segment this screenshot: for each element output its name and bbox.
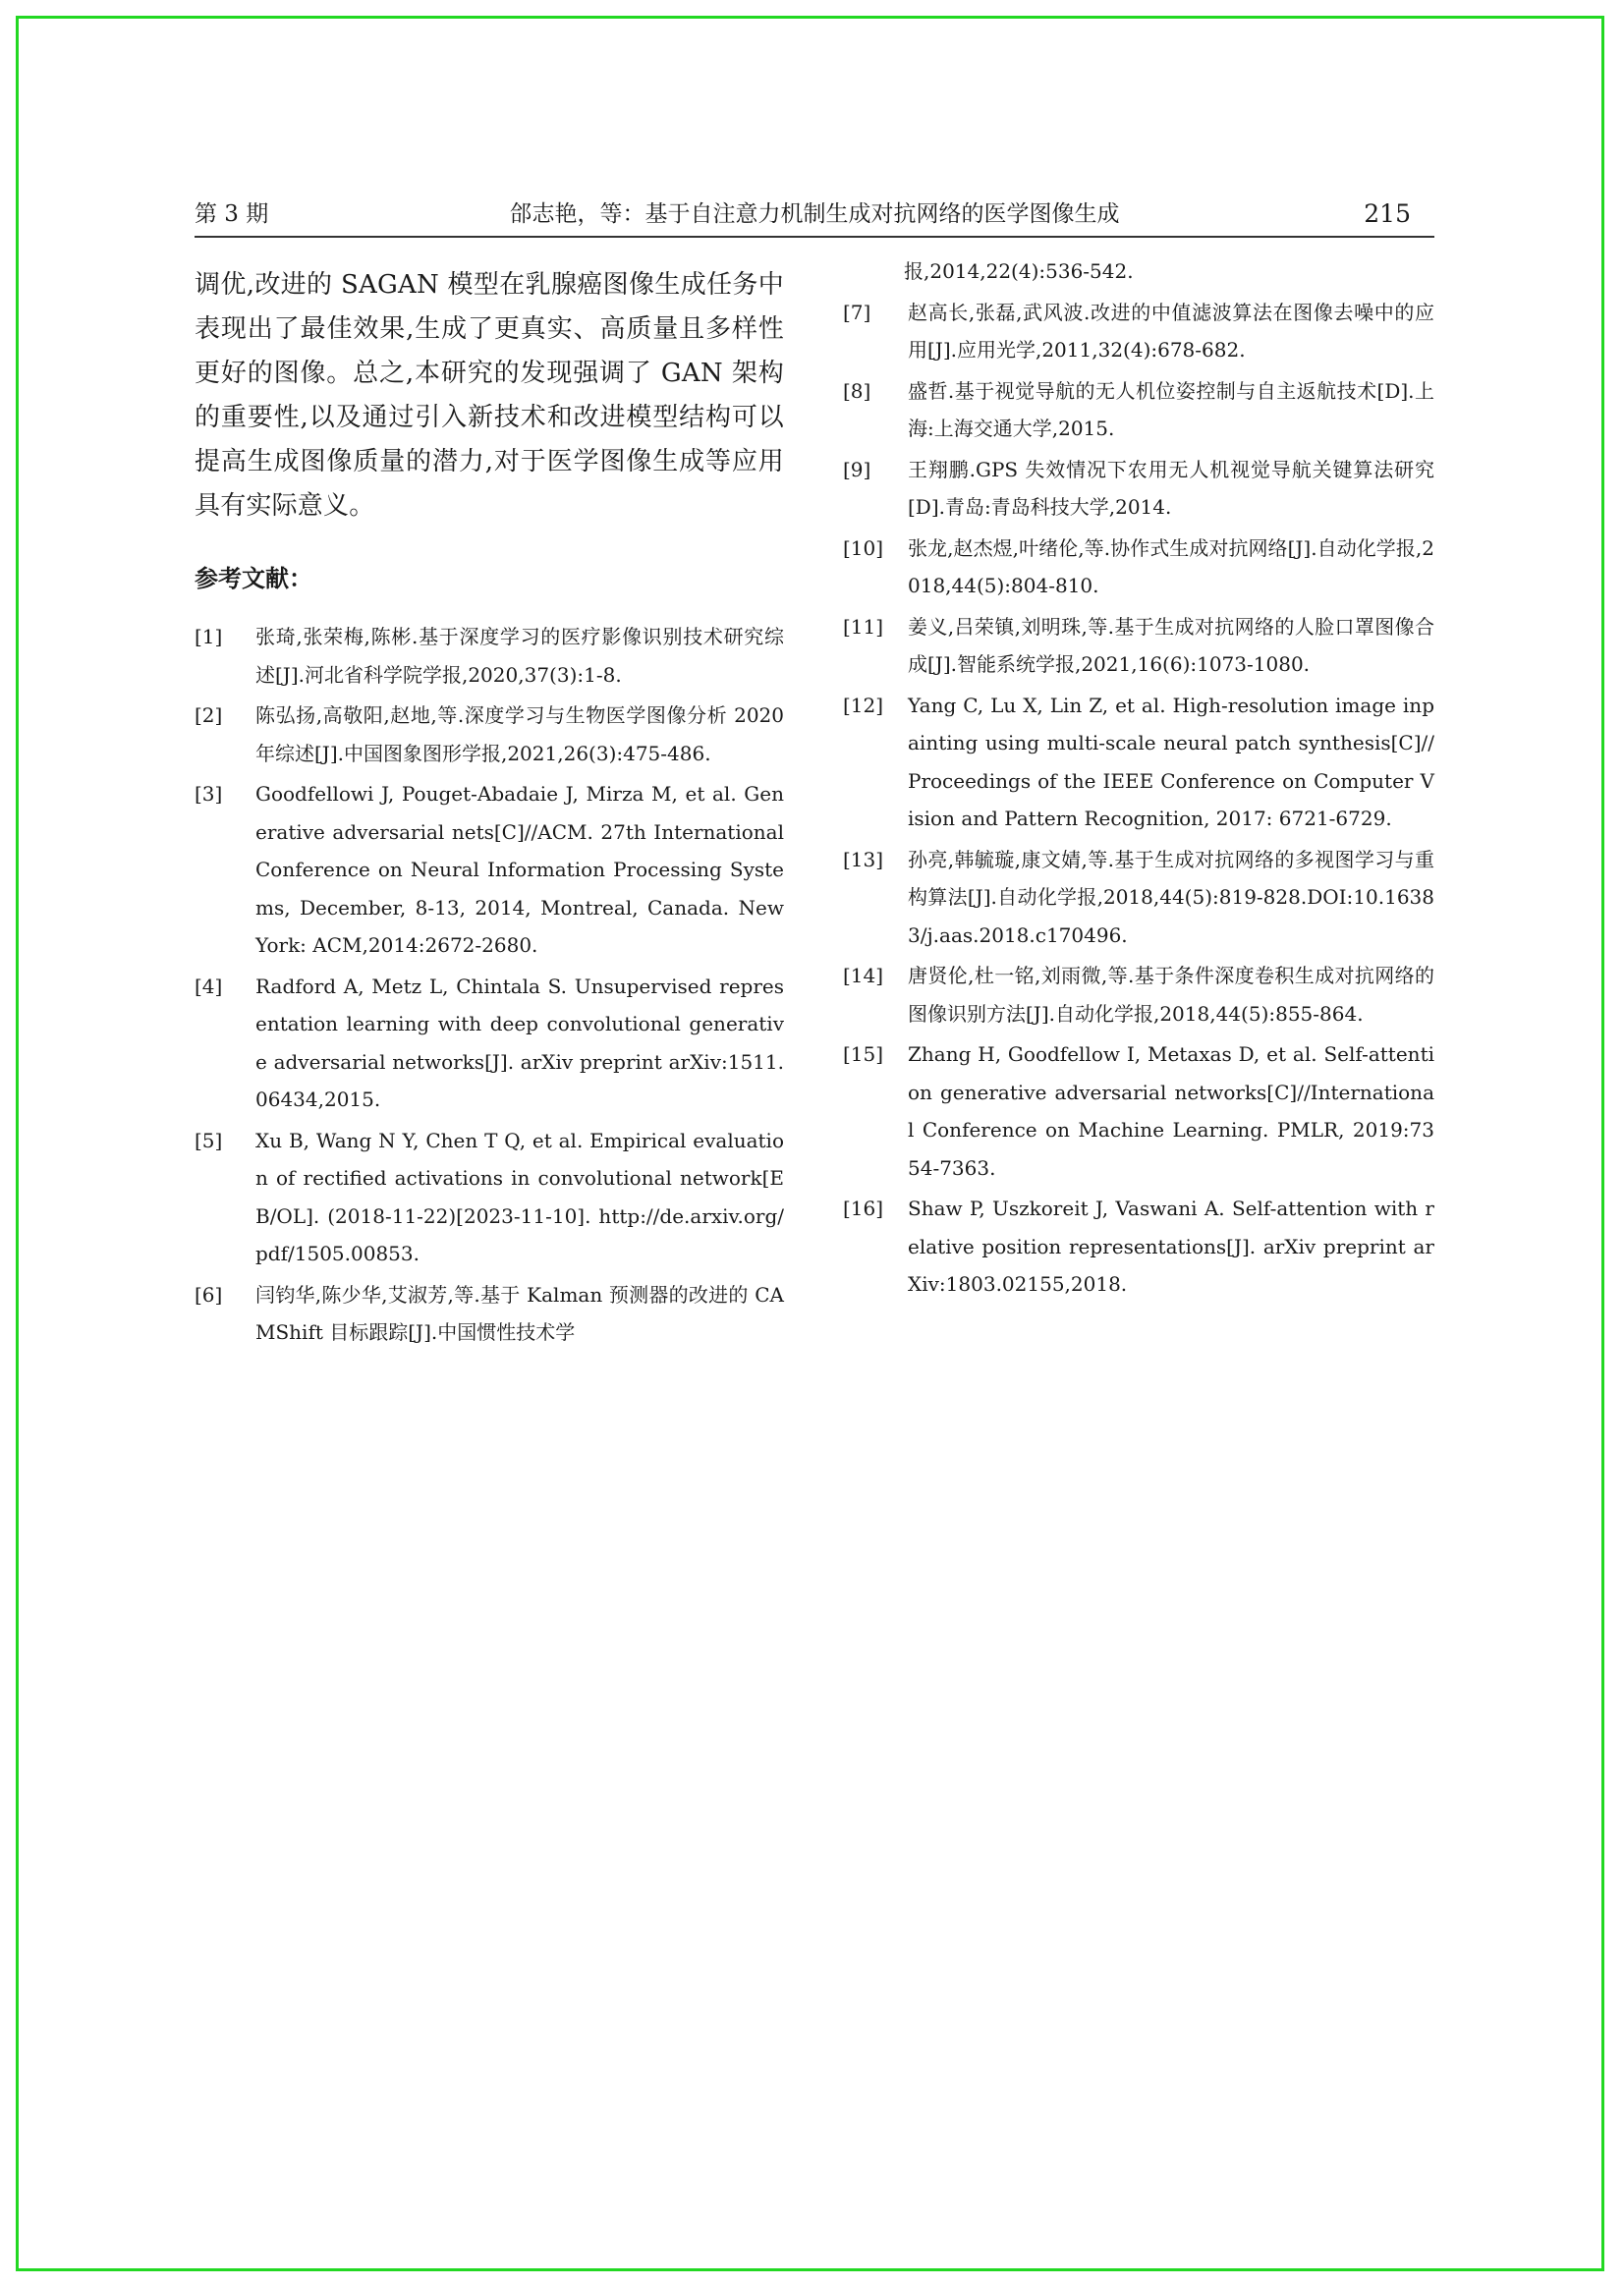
reference-item	[195, 697, 784, 772]
reference-text: Radford A, Metz L, Chintala S. Unsupervised representation learning with deep convolutional generative adversarial networks[J]. arXiv preprint arXiv:1511.06434,2015.	[255, 974, 784, 1111]
reference-number: [14]	[843, 964, 884, 987]
reference-item	[843, 1035, 1434, 1187]
reference-item	[195, 618, 784, 694]
reference-number: [8]	[843, 378, 871, 403]
reference-text: 张琦,张荣梅,陈彬.基于深度学习的医疗影像识别技术研究综述[J].河北省科学院学报,2020,37(3):1-8.	[255, 625, 784, 687]
reference-item	[843, 1190, 1434, 1304]
reference-number: [16]	[843, 1197, 884, 1220]
page-number: 215	[1364, 199, 1411, 228]
reference-number: [6]	[195, 1282, 223, 1307]
reference-text: 盛哲.基于视觉导航的无人机位姿控制与自主返航技术[D].上海:上海交通大学,2015.	[908, 378, 1434, 440]
reference-text: 闫钧华,陈少华,艾淑芳,等.基于 Kalman 预测器的改进的 CAMShift 目标跟踪[J].中国惯性技术学	[255, 1282, 784, 1344]
reference-text: Goodfellowi J, Pouget-Abadaie J, Mirza M, et al. Generative adversarial nets[C]//ACM. 27th International Conference on Neural Information Processing Systems, December, 8-13, 2014, Montreal, Canada. New York: ACM,2014:2672-2680.	[255, 782, 784, 957]
reference-item	[195, 1122, 784, 1273]
running-title: 郃志艳，等：基于自注意力机制生成对抗网络的医学图像生成	[509, 201, 1120, 227]
reference-item	[843, 451, 1434, 527]
reference-number: [13]	[843, 847, 884, 871]
reference-text: 姜义,吕荣镇,刘明珠,等.基于生成对抗网络的人脸口罩图像合成[J].智能系统学报,2021,16(6):1073-1080.	[908, 614, 1434, 676]
reference-text: 赵高长,张磊,武风波.改进的中值滤波算法在图像去噪中的应用[J].应用光学,2011,32(4):678-682.	[908, 300, 1434, 362]
reference-text: Xu B, Wang N Y, Chen T Q, et al. Empirical evaluation of rectified activations in convolutional network[EB/OL]. (2018-11-22)[2023-11-10]. http://de.arxiv.org/pdf/1505.00853.	[255, 1128, 784, 1265]
reference-text: 唐贤伦,杜一铭,刘雨微,等.基于条件深度卷积生成对抗网络的图像识别方法[J].自动化学报,2018,44(5):855-864.	[908, 964, 1434, 1026]
issue-number: 第 3 期	[195, 201, 269, 227]
references-list-left	[195, 618, 784, 1352]
reference-text: 王翔鹏.GPS 失效情况下农用无人机视觉导航关键算法研究[D].青岛:青岛科技大学,2014.	[908, 457, 1434, 519]
reference-number: [3]	[195, 782, 223, 806]
reference-number: [12]	[843, 693, 884, 717]
left-column	[195, 263, 784, 1355]
reference-number: [9]	[843, 457, 871, 481]
reference-item	[195, 775, 784, 965]
reference-text: 张龙,赵杰煜,叶绪伦,等.协作式生成对抗网络[J].自动化学报,2018,44(5):804-810.	[908, 535, 1434, 597]
reference-item	[843, 841, 1434, 955]
reference-continuation: 报,2014,22(4):536-542.	[904, 259, 1134, 283]
reference-number: [7]	[843, 300, 871, 324]
conclusion-paragraph: 调优,改进的 SAGAN 模型在乳腺癌图像生成任务中表现出了最佳效果,生成了更真实、高质量且多样性更好的图像。总之,本研究的发现强调了 GAN 架构的重要性,以及通过引入新技术和改进模型结构可以提高生成图像质量的潜力,对于医学图像生成等应用具有实际意义。	[195, 270, 784, 521]
reference-item	[843, 608, 1434, 684]
reference-text: Shaw P, Uszkoreit J, Vaswani A. Self-attention with relative position representations[J]. arXiv preprint arXiv:1803.02155,2018.	[908, 1197, 1434, 1296]
reference-item	[843, 294, 1434, 369]
reference-item	[843, 372, 1434, 448]
reference-number: [11]	[843, 614, 884, 639]
header-rule	[195, 236, 1434, 238]
reference-text: 陈弘扬,高敬阳,赵地,等.深度学习与生物医学图像分析 2020 年综述[J].中国图象图形学报,2021,26(3):475-486.	[255, 703, 784, 765]
right-column	[843, 259, 1434, 1307]
reference-item	[195, 968, 784, 1119]
reference-number: [1]	[195, 625, 223, 648]
reference-number: [15]	[843, 1042, 884, 1066]
reference-number: [5]	[195, 1128, 223, 1152]
reference-number: [2]	[195, 703, 223, 727]
page-header	[195, 196, 1434, 232]
references-list-right	[843, 294, 1434, 1304]
reference-text: 孙亮,韩毓璇,康文婧,等.基于生成对抗网络的多视图学习与重构算法[J].自动化学报,2018,44(5):819-828.DOI:10.16383/j.aas.2018.c170496.	[908, 847, 1434, 947]
reference-number: [10]	[843, 535, 884, 560]
reference-item	[195, 1276, 784, 1352]
reference-text: Yang C, Lu X, Lin Z, et al. High-resolution image inpainting using multi-scale neural patch synthesis[C]//Proceedings of the IEEE Conference on Computer Vision and Pattern Recognition, 2017: 6721-6729.	[908, 693, 1434, 830]
reference-text: Zhang H, Goodfellow I, Metaxas D, et al. Self-attention generative adversarial networks[C]//International Conference on Machine Learning. PMLR, 2019:7354-7363.	[908, 1042, 1434, 1180]
reference-number: [4]	[195, 974, 223, 998]
references-heading: 参考文献：	[195, 565, 312, 592]
reference-item	[843, 530, 1434, 605]
reference-item	[843, 957, 1434, 1032]
reference-item	[843, 687, 1434, 838]
